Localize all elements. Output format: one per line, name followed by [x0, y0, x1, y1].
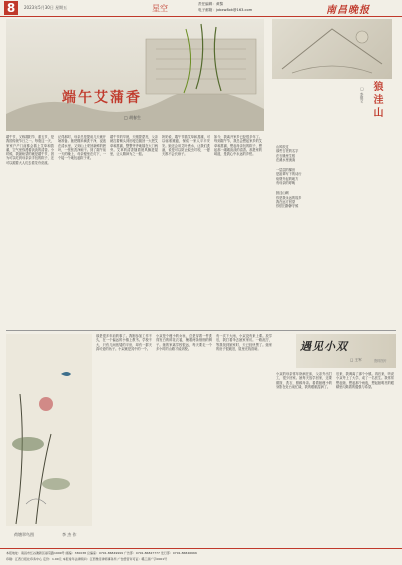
poem-title: 狼洼山 — [371, 81, 382, 120]
section-divider — [6, 330, 396, 331]
poem-top-image — [272, 19, 392, 79]
poem-line: 一层层的梯田 — [276, 168, 296, 173]
article2-col4: 小双的母亲常年卧病在床，父亲外出打工，很少回家。她每天放学回家，还要做饭、洗衣、照顾母亲。看着她瘦小的身影在灶台前忙碌，我的眼眶湿润了。 — [276, 372, 332, 389]
footer-line-2: 印刷：江西日报社印务中心 定价：1.00元 本报常年法律顾问：江西豫章律师事务所 广告经营许可证：赣工商广字0001号 — [6, 557, 168, 561]
article2-col2: 小双是个瘦小的女孩，总是穿着一件洗得发白的碎花衣裳，梳着两条细细的辫子。她的家离学校很远，每天要走一个多小时的山路才能到校。 — [156, 334, 212, 351]
article1-col1: 端午节，又称端阳节、重五节，是我国传统节日之一。每逢这一天，家家户户门前都会插上艾草和菖蒲，空气里弥漫着淡淡的清香。小时候，我最盼望的就是端午节，因为可以吃到母亲亲手包的粽子，还可以跟着大人们去看龙舟竞渡。 — [6, 135, 54, 165]
poem-line: 在溪水里流淌 — [276, 157, 296, 162]
poem-line: 有母亲的呼唤 — [276, 181, 296, 186]
photo-caption: 资料图片 — [374, 359, 387, 363]
poem-line: 山风吹过 — [276, 145, 289, 149]
painting-image — [6, 334, 92, 526]
editor-email: 电子邮箱：jxbxw8xk@163.com — [198, 8, 253, 12]
article2-col3: 有一次下大雨，小双没有来上课。放学后，我打着伞去她家家访。一路泥泞，等我找到她家时，天已经快黑了。她家的房子很破旧，屋里光线昏暗。 — [216, 334, 272, 351]
article1-col4: 奶奶说，端午节插艾草和菖蒲，可以驱邪避瘟，保佑一家人平平安安。她还会用艾叶煮水，让我们洗澡，说是可以防止蚊虫叮咬，一夏天都不会长痱子。 — [162, 135, 210, 157]
article1-author: □ 胡春生 — [124, 115, 142, 120]
article2-title-block — [296, 334, 396, 368]
poem-line: 在石缝里生根 — [276, 153, 296, 158]
footer-line-1: 本报地址：南昌市红谷滩新区丽景路1999号 邮编：330038 总编室：0791-86849999 广告部：0791-86847777 发行部：0791-86846666 — [6, 551, 197, 555]
masthead-logo: 南昌晚报 — [326, 5, 370, 16]
article1-col5: 如今，我离开家乡已经很多年了。每到端午节，我总会想起家乡的艾草和菖蒲，想起母亲包的粽子，想起那一缕缕淡淡的清香。那是家的味道，是我心中永远的乡愁。 — [214, 135, 262, 157]
article2-col5: 后来，我调离了那个小镇。再后来，听说小双考上了大学，成了一名医生。我常常想起她，想起那个雨夜，想起她明亮的眼睛里闪烁着的倔强与希望。 — [336, 372, 394, 389]
poem-lines — [276, 145, 356, 209]
editor-info: 责任编辑：黄黎 — [198, 2, 224, 6]
article2-title: 遇见小双 — [300, 340, 348, 353]
painting-box — [6, 334, 92, 544]
article1-col2: 记得那时，母亲总是提前几天就开始准备。她把糯米淘洗干净，浸泡在清水里，又到山上采回新鲜的箬叶，一张张洗净晾干。到了端午前一天的晚上，母亲便坐在灯下，一个接一个地包起粽子来。 — [58, 135, 106, 161]
poem-line: 你是我永远的故乡 — [276, 195, 302, 200]
page-number: 8 — [4, 1, 18, 15]
page-header — [0, 0, 402, 16]
section-name: 星空 — [152, 4, 168, 13]
header-rule — [0, 16, 402, 17]
issue-date: 2023年5月30日 星期五 — [24, 5, 68, 10]
footer-rule — [0, 548, 402, 549]
poem-author: □ 李德义 — [360, 87, 364, 103]
article1-title: 端午艾蒲香 — [62, 90, 142, 106]
poem-line: 那些古老的名字 — [276, 149, 299, 154]
article2-author: □ 王军 — [350, 358, 362, 362]
poem-line: 炊烟升起的地方 — [276, 176, 299, 181]
article2-col1: 那是很多年前的事了。我刚参加工作不久，在一个偏远的小镇上教书。学校不大，只有几间低矮的平房，却有一群天真可爱的孩子。小双就是其中的一个。 — [96, 334, 152, 351]
painting-artist: 李 杰 作 — [62, 532, 77, 537]
poem-line: 狼洼山啊 — [276, 191, 289, 196]
article1-body — [6, 135, 264, 327]
painting-caption: 荷塘翠鸟图 — [14, 532, 34, 537]
article1-col3: 端午节的早晨，天刚蒙蒙亮，父亲就扛着锄头到田埂边割回一大把艾草和菖蒲，整整齐齐地插在大门两旁。艾草的清香随着晨风飘进屋里，让人精神为之一振。 — [110, 135, 158, 157]
poem-line: 我在远方回望 — [276, 199, 296, 204]
poem-box — [268, 19, 396, 327]
article1-illustration — [6, 19, 264, 131]
article2 — [96, 334, 396, 544]
poem-line: 你依旧静静守候 — [276, 204, 299, 209]
poem-line: 是祖辈写下的诗行 — [276, 172, 302, 177]
